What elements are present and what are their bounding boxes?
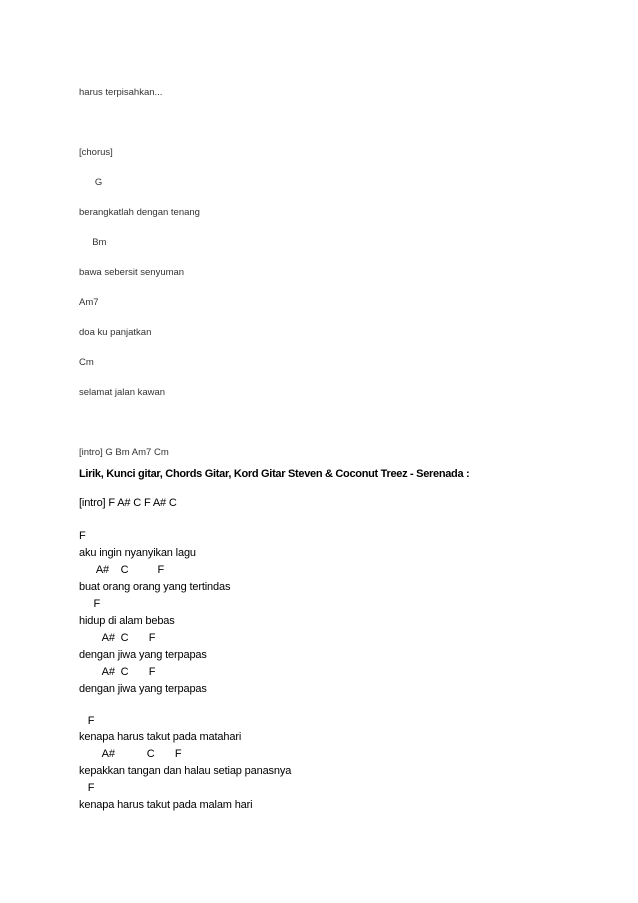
- intro-line: [intro] G Bm Am7 Cm: [79, 447, 169, 458]
- lyric-line: dengan jiwa yang terpapas: [79, 683, 207, 695]
- lyric-line: harus terpisahkan...: [79, 87, 163, 98]
- chord-line: A# C F: [79, 632, 156, 644]
- lyric-line: doa ku panjatkan: [79, 327, 152, 338]
- song-heading: Lirik, Kunci gitar, Chords Gitar, Kord Gitar Steven & Coconut Treez - Serenada :: [79, 468, 470, 480]
- lyric-line: selamat jalan kawan: [79, 387, 166, 398]
- lyric-line: hidup di alam bebas: [79, 615, 175, 627]
- chord-line: A# C F: [79, 564, 165, 576]
- lyric-line: kenapa harus takut pada malam hari: [79, 799, 253, 811]
- chord-line: Am7: [79, 297, 99, 308]
- lyric-line: kenapa harus takut pada matahari: [79, 731, 242, 743]
- section-label: [chorus]: [79, 147, 113, 158]
- lyric-line: berangkatlah dengan tenang: [79, 207, 200, 218]
- chord-line: A# C F: [79, 666, 156, 678]
- lyric-line: bawa sebersit senyuman: [79, 267, 185, 278]
- chord-line: Cm: [79, 357, 94, 368]
- lyric-line: kepakkan tangan dan halau setiap panasnya: [79, 765, 292, 777]
- chord-line: G: [79, 177, 103, 188]
- chord-line: F: [79, 782, 95, 794]
- lyric-line: buat orang orang yang tertindas: [79, 581, 231, 593]
- chord-line: F: [79, 530, 86, 542]
- lyric-line: aku ingin nyanyikan lagu: [79, 547, 196, 559]
- chord-line: A# C F: [79, 748, 182, 760]
- lyric-line: dengan jiwa yang terpapas: [79, 649, 207, 661]
- chord-line: F: [79, 715, 95, 727]
- chord-line: F: [79, 598, 101, 610]
- chord-line: Bm: [79, 237, 107, 248]
- intro-line: [intro] F A# C F A# C: [79, 497, 177, 509]
